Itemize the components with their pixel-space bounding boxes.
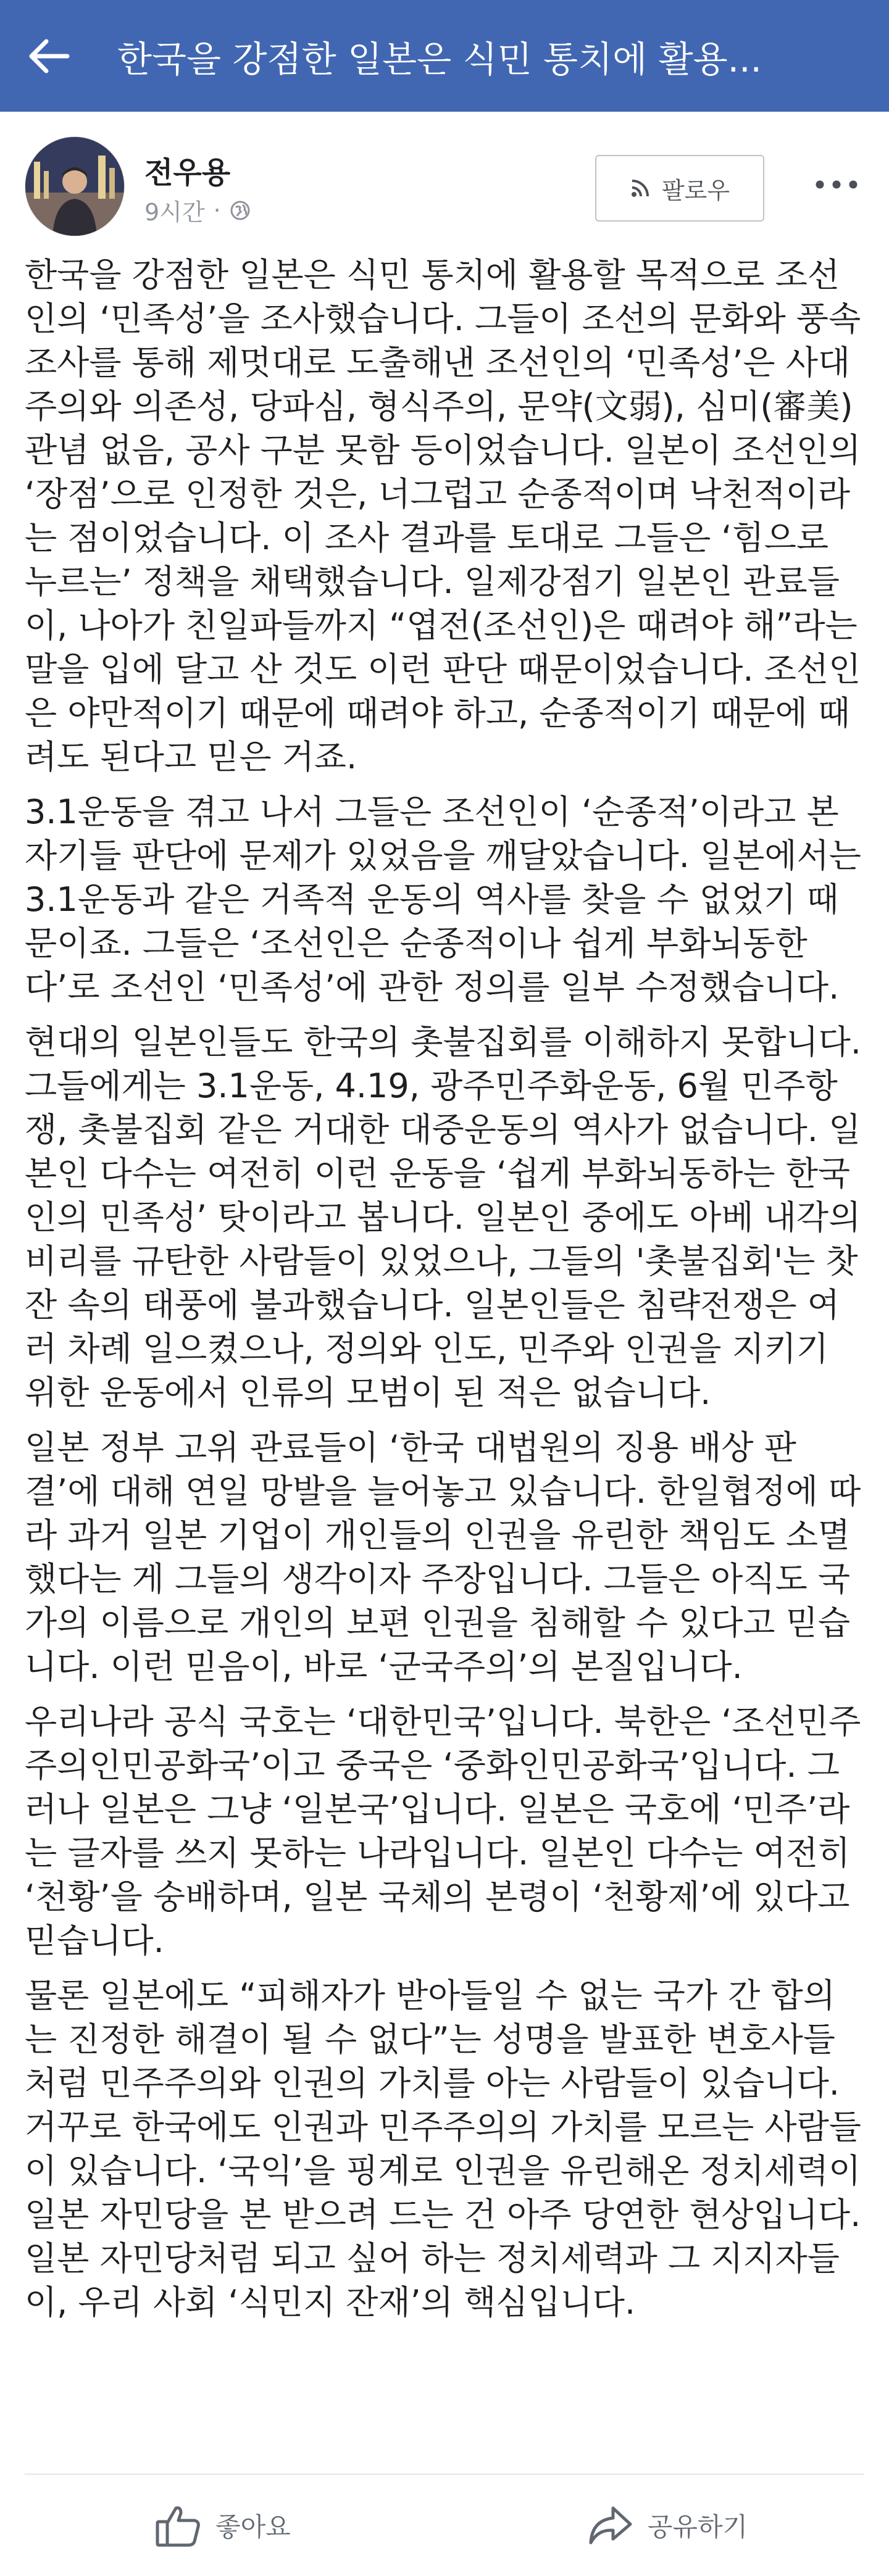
- post-paragraph: 3.1운동을 겪고 나서 그들은 조선인이 ‘순종적’이라고 본 자기들 판단에 문제가 있었음을 깨달았습니다. 일본에서는 3.1운동과 같은 거족적 운동의 역사를 찾을 수 없었기 때문이죠. 그들은 ‘조선인은 순종적이나 쉽게 부화뇌동한다’로 조선인 ‘민족성’에 관한 정의를 일부 수정했습니다.: [25, 792, 861, 1007]
- action-bar: [0, 2475, 889, 2576]
- post-header: [0, 112, 889, 247]
- more-options-button[interactable]: [809, 166, 864, 203]
- globe-icon: [230, 200, 251, 221]
- share-arrow-icon: [586, 2501, 635, 2550]
- share-button[interactable]: [444, 2475, 889, 2576]
- avatar-photo: [25, 137, 124, 236]
- thumbs-up-icon: [154, 2501, 203, 2550]
- arrow-left-icon: [29, 39, 70, 73]
- post-paragraph: 현대의 일본인들도 한국의 촛불집회를 이해하지 못합니다. 그들에게는 3.1운동, 4.19, 광주민주화운동, 6월 민주항쟁, 촛불집회 같은 거대한 대중운동의 역사가 없습니다. 일본인 다수는 여전히 이런 운동을 ‘쉽게 부화뇌동하는 한국인의 민족성’ 탓이라고 봅니다. 일본인 중에도 아베 내각의 비리를 규탄한 사람들이 있었으나, 그들의 '촛불집회'는 찻잔 속의 태풍에 불과했습니다. 일본인들은 침략전쟁은 여러 차례 일으켰으나, 정의와 인도, 민주와 인권을 지키기 위한 운동에서 인류의 모범이 된 적은 없습니다.: [25, 1023, 861, 1412]
- follow-button[interactable]: [595, 155, 764, 222]
- like-label: 좋아요: [215, 2512, 291, 2542]
- page-title: 한국을 강점한 일본은 식민 통치에 활용...: [117, 38, 762, 80]
- meta-separator: ·: [213, 196, 221, 224]
- app-header: [0, 0, 889, 112]
- post-paragraph: 일본 정부 고위 관료들이 ‘한국 대법원의 징용 배상 판결’에 대해 연일 망발을 늘어놓고 있습니다. 한일협정에 따라 과거 일본 기업이 개인들의 인권을 유린한 책임도 소멸했다는 게 그들의 생각이자 주장입니다. 그들은 아직도 국가의 이름으로 개인의 보편 인권을 침해할 수 있다고 믿습니다. 이런 믿음이, 바로 ‘군국주의’의 본질입니다.: [25, 1428, 861, 1686]
- post-paragraph: 물론 일본에도 “피해자가 받아들일 수 없는 국가 간 합의는 진정한 해결이 될 수 없다”는 성명을 발표한 변호사들처럼 민주주의와 인권의 가치를 아는 사람들이 있습니다. 거꾸로 한국에도 인권과 민주주의의 가치를 모르는 사람들이 있습니다. ‘국익’을 핑계로 인권을 유린해온 정치세력이 일본 자민당을 본 받으려 드는 건 아주 당연한 현상입니다. 일본 자민당처럼 되고 싶어 하는 정치세력과 그 지지자들이, 우리 사회 ‘식민지 잔재’의 핵심입니다.: [25, 1976, 861, 2322]
- more-dots-icon: [815, 180, 858, 189]
- rss-icon: [630, 178, 651, 199]
- avatar[interactable]: [25, 136, 125, 236]
- post-time[interactable]: 9시간: [144, 199, 205, 226]
- share-label: 공유하기: [647, 2512, 748, 2542]
- post-paragraph: 우리나라 공식 국호는 ‘대한민국’입니다. 북한은 ‘조선민주주의인민공화국’이고 중국은 ‘중화인민공화국’입니다. 그러나 일본은 그냥 ‘일본국’입니다. 일본은 국호에 ‘민주’라는 글자를 쓰지 못하는 나라입니다. 일본인 다수는 여전히 ‘천황’을 숭배하며, 일본 국체의 본령이 ‘천황제’에 있다고 믿습니다.: [25, 1702, 861, 1960]
- post-paragraph: 한국을 강점한 일본은 식민 통치에 활용할 목적으로 조선인의 ‘민족성’을 조사했습니다. 그들이 조선의 문화와 풍속 조사를 통해 제멋대로 도출해낸 조선인의 ‘민족성’은 사대주의와 의존성, 당파심, 형식주의, 문약(文弱), 심미(審美) 관념 없음, 공사 구분 못함 등이었습니다. 일본이 조선인의 ‘장점’으로 인정한 것은, 너그럽고 순종적이며 낙천적이라는 점이었습니다. 이 조사 결과를 토대로 그들은 ‘힘으로 누르는’ 정책을 채택했습니다. 일제강점기 일본인 관료들이, 나아가 친일파들까지 “엽전(조선인)은 때려야 해”라는 말을 입에 달고 산 것도 이런 판단 때문이었습니다. 조선인은 야만적이기 때문에 때려야 하고, 순종적이기 때문에 때려도 된다고 믿은 거죠.: [25, 256, 861, 776]
- post-body: [25, 253, 864, 2335]
- like-button[interactable]: [0, 2475, 444, 2576]
- author-name[interactable]: 전우용: [144, 156, 231, 190]
- post-meta: [144, 193, 251, 227]
- follow-label: 팔로우: [661, 177, 730, 204]
- back-button[interactable]: [25, 31, 74, 81]
